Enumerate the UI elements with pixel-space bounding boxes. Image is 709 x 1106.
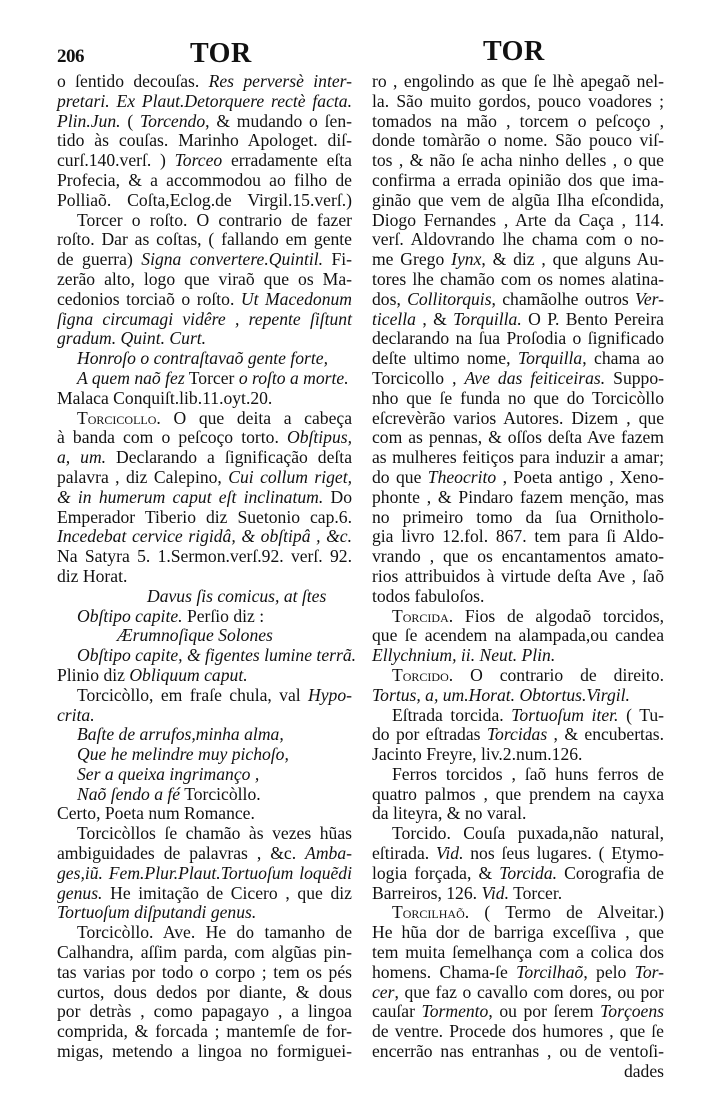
text-line: logia forçada, & Torcida. Corografia de xyxy=(372,862,664,883)
text-line: no primeiro tomo da ſua Ornitholo- xyxy=(372,506,664,527)
text-line: cedonios torciaõ o roſto. Ut Macedonum xyxy=(57,288,352,309)
text-line: Naõ ſendo a fé Torcicòllo. xyxy=(77,783,261,804)
text-line: cauſar Tormento, ou por ſerem Torçoens xyxy=(372,1001,664,1022)
text-line: Torcer o roſto. O contrario de fazer xyxy=(77,209,352,230)
text-line: phonte , & Pindaro fazem menção, mas xyxy=(372,486,664,507)
text-line: a, um. Declarando a ſignificação deſta xyxy=(57,447,352,468)
text-line: verſ. Aldovrando lhe chama com o no- xyxy=(372,229,664,250)
text-line: de ventre. Procede dos humores , que ſe xyxy=(372,1021,664,1042)
text-line: zerão alto, logo que viraõ que os Ma- xyxy=(57,268,352,289)
text-line: tores lhe chamão com os nomes alatina- xyxy=(372,268,664,289)
text-line: do que Theocrito , Poeta antigo , Xeno- xyxy=(372,466,664,487)
text-line: cer, que faz o cavallo com dores, ou por xyxy=(372,981,664,1002)
text-line: genus. He imitação de Cicero , que diz xyxy=(57,882,352,903)
text-line: donde tomàrão o nome. São pouco viſ- xyxy=(372,130,664,151)
text-line: Tortus, a, um.Horat. Obtortus.Virgil. xyxy=(372,684,630,705)
text-line: ges,iũ. Fem.Plur.Plaut.Tortuoſum loquẽdi xyxy=(57,862,352,883)
text-line: Torcicollo , Ave das feiticeiras. Suppo- xyxy=(372,367,664,388)
text-line: vrando , que os encantamentos amato- xyxy=(372,546,664,567)
text-line: Plin.Jun. ( Torcendo, & mudando o ſen- xyxy=(57,110,352,131)
text-line: & in humerum caput eſt inclinatum. Do xyxy=(57,486,352,507)
text-line: ginão que vem de algũa Ilha eſcondida, xyxy=(372,189,664,210)
text-line: la. São muito gordos, pouco voadores ; xyxy=(372,90,664,111)
text-line: ambiguidades de palavras , &c. Amba- xyxy=(57,843,352,864)
text-line: com as pennas, & oſſos deſta Ave fazem xyxy=(372,427,664,448)
text-line: por detràs , como papagayo , a lingoa xyxy=(57,1001,352,1022)
text-line: tem muita ſemelhança com a colica dos xyxy=(372,942,664,963)
text-line: curtos, dous dedos por diante, & dous xyxy=(57,981,352,1002)
text-line: Malaca Conquiſt.lib.11.oyt.20. xyxy=(57,387,273,408)
text-line: gradum. Quint. Curt. xyxy=(57,328,207,349)
text-line: tas varias por todo o corpo ; tem os pés xyxy=(57,961,352,982)
text-line: A quem naõ fez Torcer o roſto a morte. xyxy=(77,367,349,388)
text-line: dades xyxy=(623,1060,664,1081)
text-line: migas, metendo a lingoa no formiguei- xyxy=(57,1041,352,1062)
text-line: Torcicòllo. Ave. He do tamanho de xyxy=(77,922,352,943)
right-column xyxy=(372,72,664,1082)
text-line: Torcido. O contrario de direito. xyxy=(392,664,664,685)
text-line: Polliaõ. Coſta,Eclog.de Virgil.15.verſ.) xyxy=(57,189,352,210)
text-line: pretari. Ex Plaut.Detorquere rectè facta. xyxy=(57,90,352,111)
text-line: Na Satyra 5. 1.Sermon.verſ.92. verſ. 92. xyxy=(57,546,352,567)
text-line: eſcrevèrão varios Autores. Dizem , que xyxy=(372,407,664,428)
text-line: Obſtipo capite. Perſio diz : xyxy=(77,605,265,626)
text-line: gia livro 12.fol. 867. tem para ſi Aldo- xyxy=(372,526,664,547)
text-line: dos, Collitorquis, chamãolhe outros Ver- xyxy=(372,288,664,309)
text-line: de guerra) Signa convertere.Quintil. Fi- xyxy=(57,249,352,270)
text-line: Torcilhaõ. ( Termo de Alveitar.) xyxy=(392,902,664,923)
text-line: Eſtrada torcida. Tortuoſum iter. ( Tu- xyxy=(392,704,664,725)
text-line: as mulheres feitiços para induzir a amar; xyxy=(372,447,664,468)
text-line: eſtirada. Vid. nos ſeus lugares. ( Etymo- xyxy=(372,843,665,864)
text-line: Torcicòllo, em fraſe chula, val Hypo- xyxy=(77,684,352,705)
text-line: Emperador Tiberio diz Suetonio cap.6. xyxy=(57,506,352,527)
left-column xyxy=(57,71,357,1062)
page-number: 206 xyxy=(57,46,84,67)
text-line: Obſtipo capite, & figentes lumine terrã. xyxy=(77,645,357,666)
text-line: à banda com o peſcoço torto. Obſtipus, xyxy=(57,427,352,448)
text-line: Baſte de arrufos,minha alma, xyxy=(77,724,284,745)
text-line: Torcido. Couſa puxada,não natural, xyxy=(392,823,664,844)
text-line: nho que ſe funda no que do Torcicòllo xyxy=(372,387,664,408)
text-line: Tortuoſum diſputandi genus. xyxy=(57,902,257,923)
text-line: Torcicollo. O que deita a cabeça xyxy=(77,407,352,428)
text-line: o ſentido decouſas. Res perversè inter- xyxy=(57,71,353,91)
text-line: encerrão nas entranhas , ou de ventoſi- xyxy=(372,1041,664,1062)
text-line: Ellychnium, ii. Neut. Plin. xyxy=(372,645,556,666)
text-line: Ferros torcidos , ſaõ huns ferros de xyxy=(392,763,664,784)
text-line: Ser a queixa ingrimanço , xyxy=(77,763,260,784)
text-line: Incedebat cervice rigidâ, & obſtipâ , &c. xyxy=(57,526,352,547)
text-line: homens. Chama-ſe Torcilhaõ, pelo Tor- xyxy=(372,961,664,982)
text-line: Torcida. Fios de algodaõ torcidos, xyxy=(392,605,664,626)
text-line: diz Horat. xyxy=(57,565,128,586)
running-head-right: TOR xyxy=(483,36,545,67)
text-line: tos , & não ſe acha ninho delles , o que xyxy=(372,150,664,171)
text-line: todos fabuloſos. xyxy=(372,585,485,606)
text-line: Que he melindre muy pichoſo, xyxy=(77,744,289,765)
text-line: Torcicòllos ſe chamão às vezes hũas xyxy=(77,823,352,844)
text-line: Diogo Fernandes , Arte da Caça , 114. xyxy=(372,209,664,230)
text-line: roſto. Dar as coſtas, ( fallando em gente xyxy=(57,229,352,250)
text-line: ticella , & Torquilla. O P. Bento Pereira xyxy=(372,308,664,329)
text-line: Profecia, & a accommodou ao filho de xyxy=(57,169,352,190)
text-line: rios attribuidos à virtude deſta Ave , ſaõ xyxy=(372,565,664,586)
text-line: ro , engolindo as que ſe lhè apegaõ nel- xyxy=(372,71,664,91)
text-line: Davus ſis comicus, at ſtes xyxy=(147,585,327,606)
text-line: da liteyra, & no varal. xyxy=(372,803,527,824)
text-line: tomados na mão , torcem o peſcoço , xyxy=(372,110,664,131)
text-line: do por eſtradas Torcidas , & encubertas. xyxy=(372,724,664,745)
running-head-left: TOR xyxy=(190,38,252,69)
text-line: curſ.140.verſ. ) Torceo erradamente eſta xyxy=(57,150,352,171)
text-line: He hũa dor de barriga exceſſiva , que xyxy=(372,922,664,943)
text-line: declarando na ſua Proſodia o ſignificado xyxy=(372,328,664,349)
text-line: palavra , diz Calepino, Cui collum riget, xyxy=(57,466,352,487)
text-line: Ærumnoſique Solones xyxy=(117,625,273,646)
text-line: crita. xyxy=(57,704,95,725)
text-line: comprida, & forcada ; mantemſe de for- xyxy=(57,1021,352,1042)
text-line: Calhandra, aſſim parda, com algũas pin- xyxy=(57,942,352,963)
text-line: Barreiros, 126. Vid. Torcer. xyxy=(372,882,563,903)
text-line: Plinio diz Obliquum caput. xyxy=(57,664,248,685)
text-line: deſte ultimo nome, Torquilla, chama ao xyxy=(372,348,664,369)
text-line: que ſe acendem na alampada,ou candea xyxy=(372,625,664,646)
text-line: quatro palmos , que prendem na cayxa xyxy=(372,783,664,804)
text-line: Jacinto Freyre, liv.2.num.126. xyxy=(372,744,583,765)
text-line: confirma a errada opinião dos que ima- xyxy=(372,169,664,190)
text-line: me Grego Iynx, & diz , que alguns Au- xyxy=(372,249,664,270)
text-line: ſigna circumagi vidêre , repente ſiſtunt xyxy=(57,308,352,329)
text-line: tido às couſas. Marinho Apologet. diſ- xyxy=(57,130,352,151)
text-line: Honroſo o contraſtavaõ gente forte, xyxy=(77,348,329,369)
text-line: Certo, Poeta num Romance. xyxy=(57,803,255,824)
